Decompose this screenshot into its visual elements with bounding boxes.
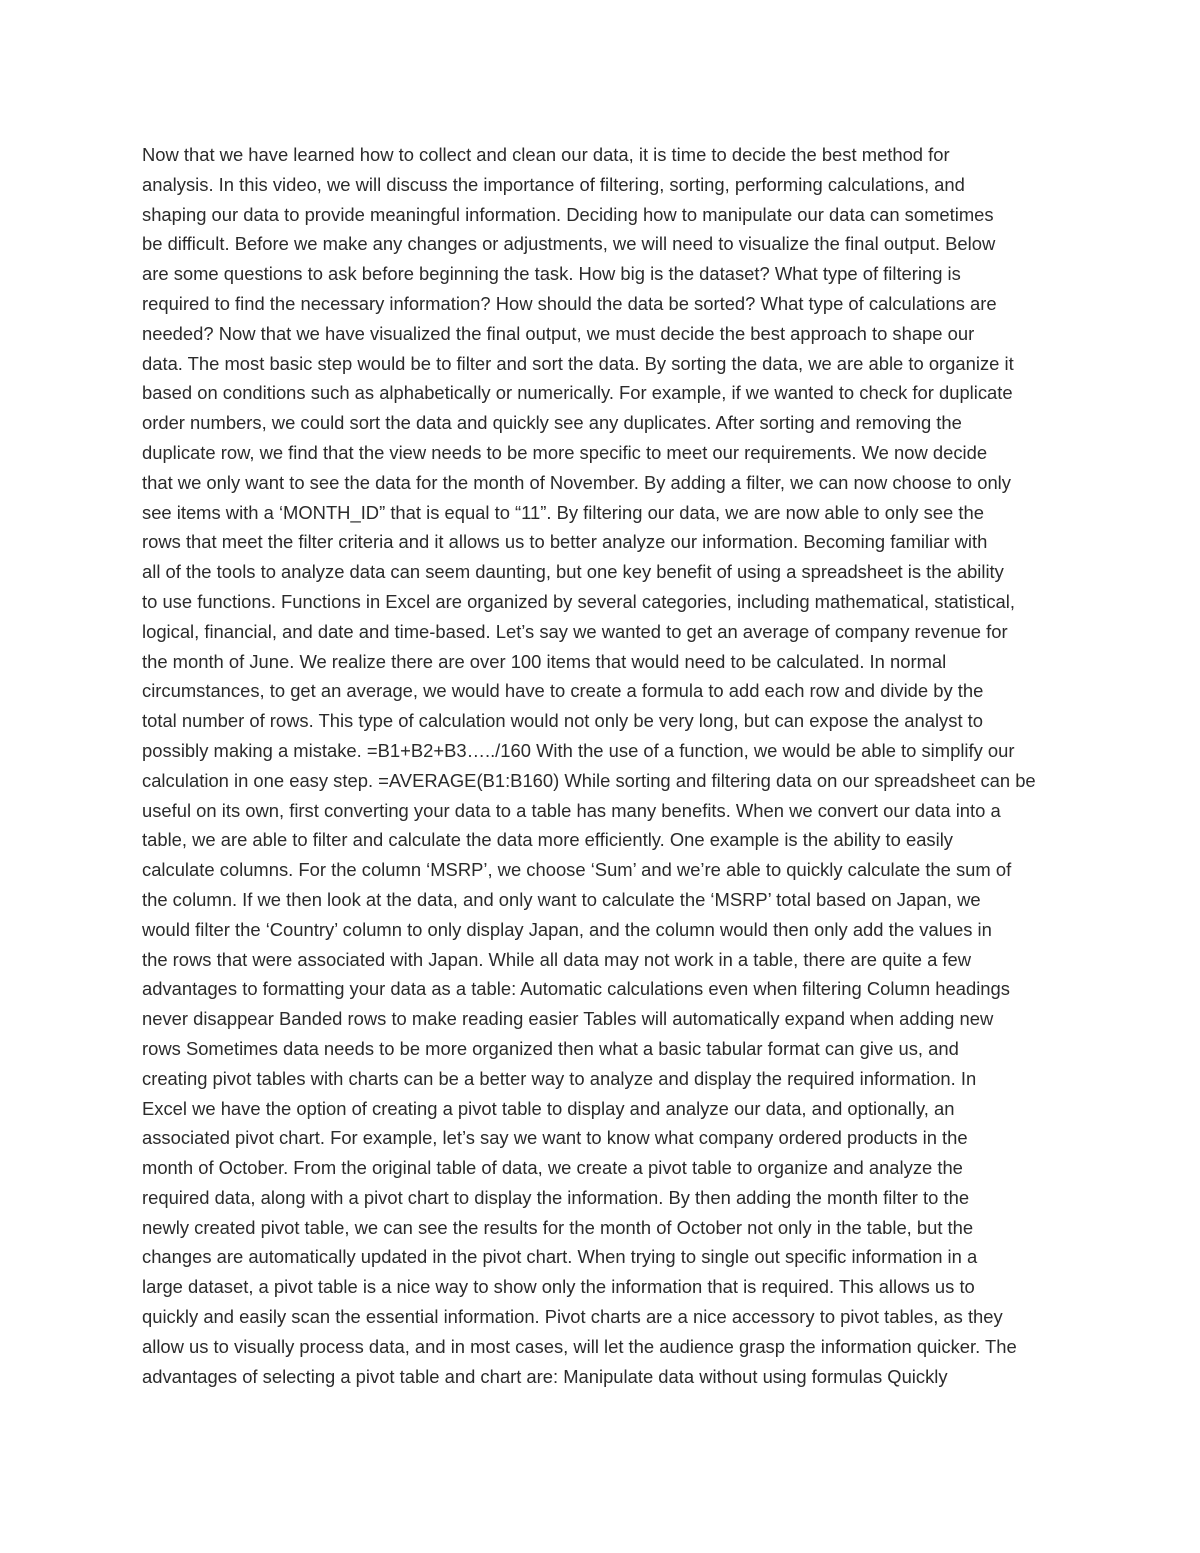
text-line: associated pivot chart. For example, let’s say we want to know what company ordered products in the bbox=[142, 1127, 968, 1149]
text-line: large dataset, a pivot table is a nice way to show only the information that is required. This allows us to bbox=[142, 1276, 975, 1298]
text-line: all of the tools to analyze data can seem daunting, but one key benefit of using a spreadsheet is the ability bbox=[142, 561, 1004, 583]
text-line: month of October. From the original table of data, we create a pivot table to organize and analyze the bbox=[142, 1157, 963, 1179]
text-line: the column. If we then look at the data, and only want to calculate the ‘MSRP’ total based on Japan, we bbox=[142, 888, 981, 910]
text-line: see items with a ‘MONTH_ID” that is equal to “11”. By filtering our data, we are now able to only see the bbox=[142, 501, 984, 523]
text-line: based on conditions such as alphabetically or numerically. For example, if we wanted to check for duplicate bbox=[142, 382, 1013, 404]
text-line: changes are automatically updated in the pivot chart. When trying to single out specific information in a bbox=[142, 1246, 978, 1268]
text-line: analysis. In this video, we will discuss the importance of filtering, sorting, performing calculations, and bbox=[142, 173, 965, 195]
text-line: order numbers, we could sort the data and quickly see any duplicates. After sorting and removing the bbox=[142, 412, 962, 434]
text-line: calculation in one easy step. =AVERAGE(B1:B160) While sorting and filtering data on our spreadsheet can be bbox=[142, 769, 1036, 791]
text-line: required data, along with a pivot chart to display the information. By then adding the month filter to the bbox=[142, 1186, 970, 1208]
text-line: are some questions to ask before beginning the task. How big is the dataset? What type of filtering is bbox=[142, 263, 961, 285]
text-line: the rows that were associated with Japan. While all data may not work in a table, there are quite a few bbox=[142, 948, 972, 970]
text-line: table, we are able to filter and calculate the data more efficiently. One example is the ability to easily bbox=[142, 829, 953, 851]
text-line: never disappear Banded rows to make reading easier Tables will automatically expand when adding new bbox=[142, 1008, 994, 1030]
text-line: useful on its own, first converting your data to a table has many benefits. When we convert our data into a bbox=[142, 799, 1001, 821]
text-line: rows Sometimes data needs to be more organized then what a basic tabular format can give us, and bbox=[142, 1037, 959, 1059]
text-line: quickly and easily scan the essential information. Pivot charts are a nice accessory to pivot tables, as they bbox=[142, 1306, 1003, 1328]
text-line: Excel we have the option of creating a pivot table to display and analyze our data, and optionally, an bbox=[142, 1097, 955, 1119]
text-line: to use functions. Functions in Excel are organized by several categories, including mathematical, statistical, bbox=[142, 590, 1015, 612]
text-line: Now that we have learned how to collect and clean our data, it is time to decide the best method for bbox=[142, 144, 950, 165]
text-line: the month of June. We realize there are over 100 items that would need to be calculated. In normal bbox=[142, 650, 947, 672]
text-line: logical, financial, and date and time-based. Let’s say we wanted to get an average of company revenue for bbox=[142, 620, 1008, 642]
text-line: possibly making a mistake. =B1+B2+B3…../160 With the use of a function, we would be able to simplify our bbox=[142, 739, 1015, 761]
text-line: required to find the necessary information? How should the data be sorted? What type of calculations are bbox=[142, 292, 997, 314]
text-line: calculate columns. For the column ‘MSRP’, we choose ‘Sum’ and we’re able to quickly calculate the sum of bbox=[142, 859, 1012, 881]
text-line: advantages of selecting a pivot table and chart are: Manipulate data without using formulas Quickly bbox=[142, 1365, 948, 1387]
text-line: would filter the ‘Country’ column to only display Japan, and the column would then only add the values in bbox=[142, 918, 992, 940]
text-line: data. The most basic step would be to filter and sort the data. By sorting the data, we are able to organize it bbox=[142, 352, 1014, 374]
text-line: needed? Now that we have visualized the final output, we must decide the best approach to shape our bbox=[142, 322, 975, 344]
text-line: newly created pivot table, we can see the results for the month of October not only in the table, but the bbox=[142, 1216, 974, 1238]
text-line: duplicate row, we find that the view needs to be more specific to meet our requirements. We now decide bbox=[142, 441, 988, 463]
text-line: allow us to visually process data, and in most cases, will let the audience grasp the information quicker. The bbox=[142, 1335, 1017, 1357]
text-line: circumstances, to get an average, we would have to create a formula to add each row and divide by the bbox=[142, 680, 984, 702]
text-line: be difficult. Before we make any changes or adjustments, we will need to visualize the final output. Below bbox=[142, 233, 996, 255]
text-line: that we only want to see the data for the month of November. By adding a filter, we can now choose to only bbox=[142, 471, 1011, 493]
text-line: total number of rows. This type of calculation would not only be very long, but can expose the analyst to bbox=[142, 710, 984, 732]
text-line: shaping our data to provide meaningful information. Deciding how to manipulate our data can sometimes bbox=[142, 203, 994, 225]
text-line: advantages to formatting your data as a table: Automatic calculations even when filtering Column headings bbox=[142, 978, 1010, 1000]
text-line: creating pivot tables with charts can be a better way to analyze and display the required information. In bbox=[142, 1067, 977, 1089]
text-line: rows that meet the filter criteria and it allows us to better analyze our information. Becoming familiar with bbox=[142, 531, 988, 553]
transcript-paragraph bbox=[142, 140, 1082, 1391]
